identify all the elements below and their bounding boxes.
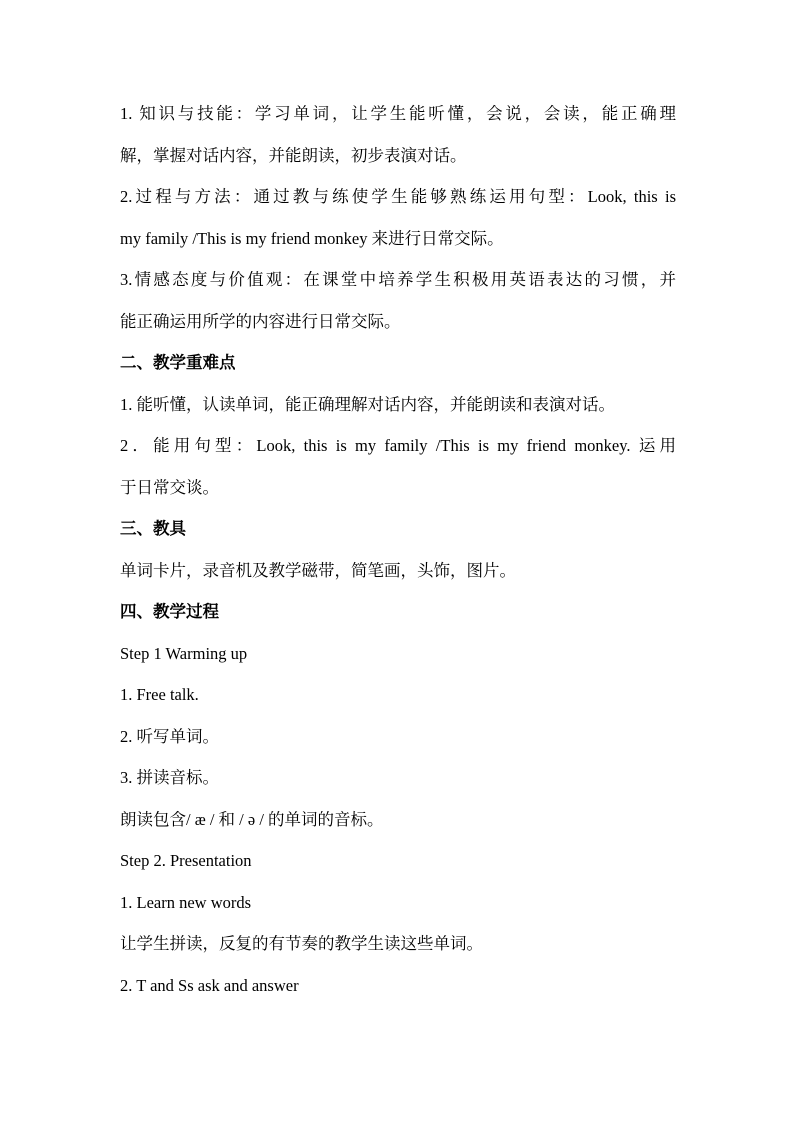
teaching-aids-list: 单词卡片，录音机及教学磁带，简笔画，头饰，图片。 bbox=[120, 560, 516, 580]
objective-emotion-line-2: 能正确运用所学的内容进行日常交际。 bbox=[120, 311, 401, 331]
step-2-item-1-detail: 让学生拼读，反复的有节奏的教学生读这些单词。 bbox=[120, 934, 483, 953]
step-1-item-2: 2. 听写单词。 bbox=[120, 726, 219, 746]
step-2-item-1: 1. Learn new words bbox=[120, 892, 252, 912]
section-heading-key-points: 二、教学重难点 bbox=[120, 353, 236, 372]
step-1-item-1: 1. Free talk. bbox=[120, 685, 199, 704]
key-point-2-line-2: 于日常交谈。 bbox=[120, 477, 219, 497]
step-1-title: Step 1 Warming up bbox=[120, 643, 248, 663]
objective-process-line-2: my family /This is my friend monkey 来进行日常交际。 bbox=[120, 228, 504, 248]
objective-process-line-1: 2.过程与方法：通过教与练使学生能够熟练运用句型：Look, this is bbox=[120, 187, 676, 206]
step-2-item-2: 2. T and Ss ask and answer bbox=[120, 975, 299, 995]
section-heading-teaching-process: 四、教学过程 bbox=[120, 602, 219, 621]
step-2-title: Step 2. Presentation bbox=[120, 851, 252, 870]
key-point-2-line-1: 2．能用句型：Look, this is my family /This is my friend monkey. 运用 bbox=[120, 436, 676, 455]
document-body bbox=[120, 104, 676, 1017]
objective-knowledge-line-1: 1. 知识与技能：学习单词，让学生能听懂，会说，会读，能正确理 bbox=[120, 104, 676, 123]
key-point-1: 1. 能听懂，认读单词，能正确理解对话内容，并能朗读和表演对话。 bbox=[120, 394, 615, 414]
objective-emotion-line-1: 3.情感态度与价值观：在课堂中培养学生积极用英语表达的习惯，并 bbox=[120, 270, 676, 289]
step-1-item-3-detail: 朗读包含/ æ / 和 / ə / 的单词的音标。 bbox=[120, 809, 384, 829]
section-heading-teaching-aids: 三、教具 bbox=[120, 519, 186, 538]
objective-knowledge-line-2: 解，掌握对话内容，并能朗读，初步表演对话。 bbox=[120, 145, 467, 165]
step-1-item-3: 3. 拼读音标。 bbox=[120, 768, 219, 787]
